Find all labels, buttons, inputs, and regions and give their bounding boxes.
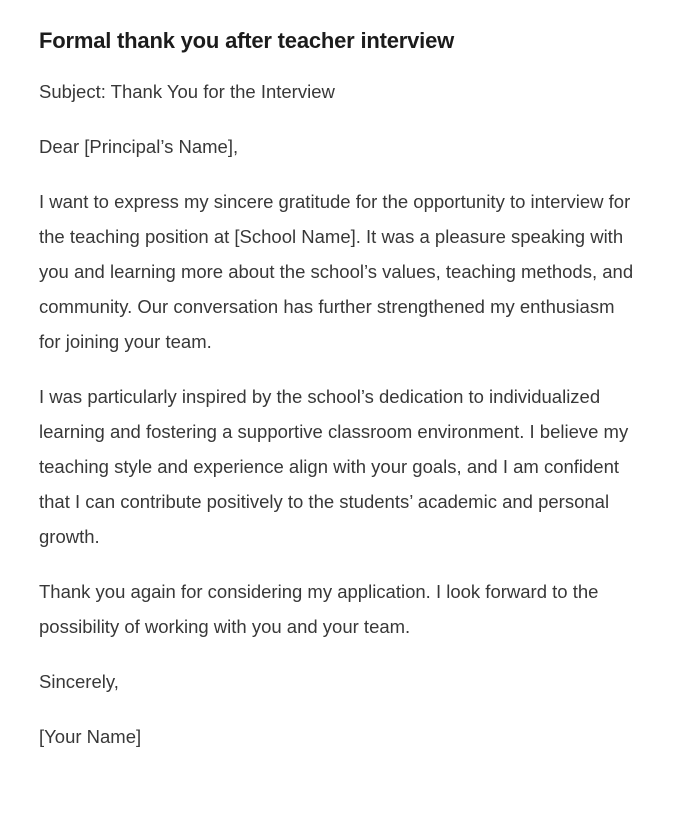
letter-paragraph: Thank you again for considering my application. I look forward to the possibility of working with you and your team. xyxy=(39,581,599,637)
page-title: Formal thank you after teacher interview xyxy=(39,28,455,53)
letter-paragraph: I was particularly inspired by the school’s dedication to individualized learning and fostering a supportive classroom environment. I believe my teaching style and experience align with your goals, and I am confident that I can contribute positively to the students’ academic and personal growth. xyxy=(39,386,629,547)
subject-line: Subject: Thank You for the Interview xyxy=(39,81,335,102)
salutation-line: Dear [Principal’s Name], xyxy=(39,136,239,157)
closing-line: Sincerely, xyxy=(39,671,119,692)
signature-line: [Your Name] xyxy=(39,726,142,747)
letter-paragraph: I want to express my sincere gratitude for the opportunity to interview for the teaching position at [School Name]. It was a pleasure speaking with you and learning more about the school’s values, teaching methods, and community. Our conversation has further strengthened my enthusiasm for joining your team. xyxy=(39,191,634,352)
